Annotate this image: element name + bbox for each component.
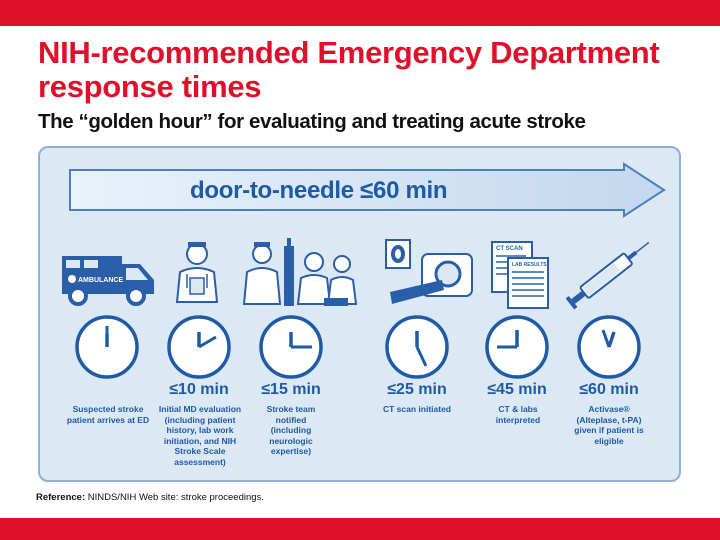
stroke-team-icon <box>240 232 358 308</box>
ct-scanner-icon <box>382 236 482 308</box>
step-description: Activase® (Alteplase, t-PA) given if patient is eligible <box>574 404 644 446</box>
page-subtitle: The “golden hour” for evaluating and treating acute stroke <box>38 110 586 133</box>
time-label: ≤25 min <box>387 381 447 398</box>
bottom-red-bar <box>0 518 720 540</box>
reference-label: Reference: <box>36 492 86 503</box>
ambulance-icon <box>60 246 158 310</box>
time-label: ≤45 min <box>487 381 547 398</box>
clock-12-icon <box>74 314 140 380</box>
time-label: ≤60 min <box>579 381 639 398</box>
top-red-bar <box>0 0 720 26</box>
ct-scan-label: CT SCAN <box>496 246 523 252</box>
doctor-icon <box>172 240 222 306</box>
ambulance-label: AMBULANCE <box>78 277 124 284</box>
syringe-icon <box>560 236 660 312</box>
lab-results-icon <box>484 236 554 310</box>
reference <box>36 492 264 503</box>
clock-60-icon <box>576 314 642 380</box>
step-description: CT & labs interpreted <box>495 404 541 425</box>
clock-15-past-icon <box>258 314 324 380</box>
clock-10-past-icon <box>166 314 232 380</box>
step-description: CT scan initiated <box>382 404 451 414</box>
step-description: Suspected stroke patient arrives at ED <box>66 404 150 425</box>
clock-25-past-icon <box>384 314 450 380</box>
arrow-label: door-to-needle ≤60 min <box>190 177 448 204</box>
time-label: ≤10 min <box>169 381 229 398</box>
step-description: Stroke team notified (including neurologic expertise) <box>266 404 316 456</box>
step-description: Initial MD evaluation (including patient history, lab work initiation, and NIH Stroke Scale assessment) <box>158 404 242 467</box>
page-title: NIH-recommended Emergency Department response times <box>38 35 660 104</box>
clock-45-past-icon <box>484 314 550 380</box>
time-label: ≤15 min <box>261 381 321 398</box>
lab-results-label: LAB RESULTS <box>512 262 547 268</box>
reference-text: NINDS/NIH Web site: stroke proceedings. <box>87 492 264 503</box>
